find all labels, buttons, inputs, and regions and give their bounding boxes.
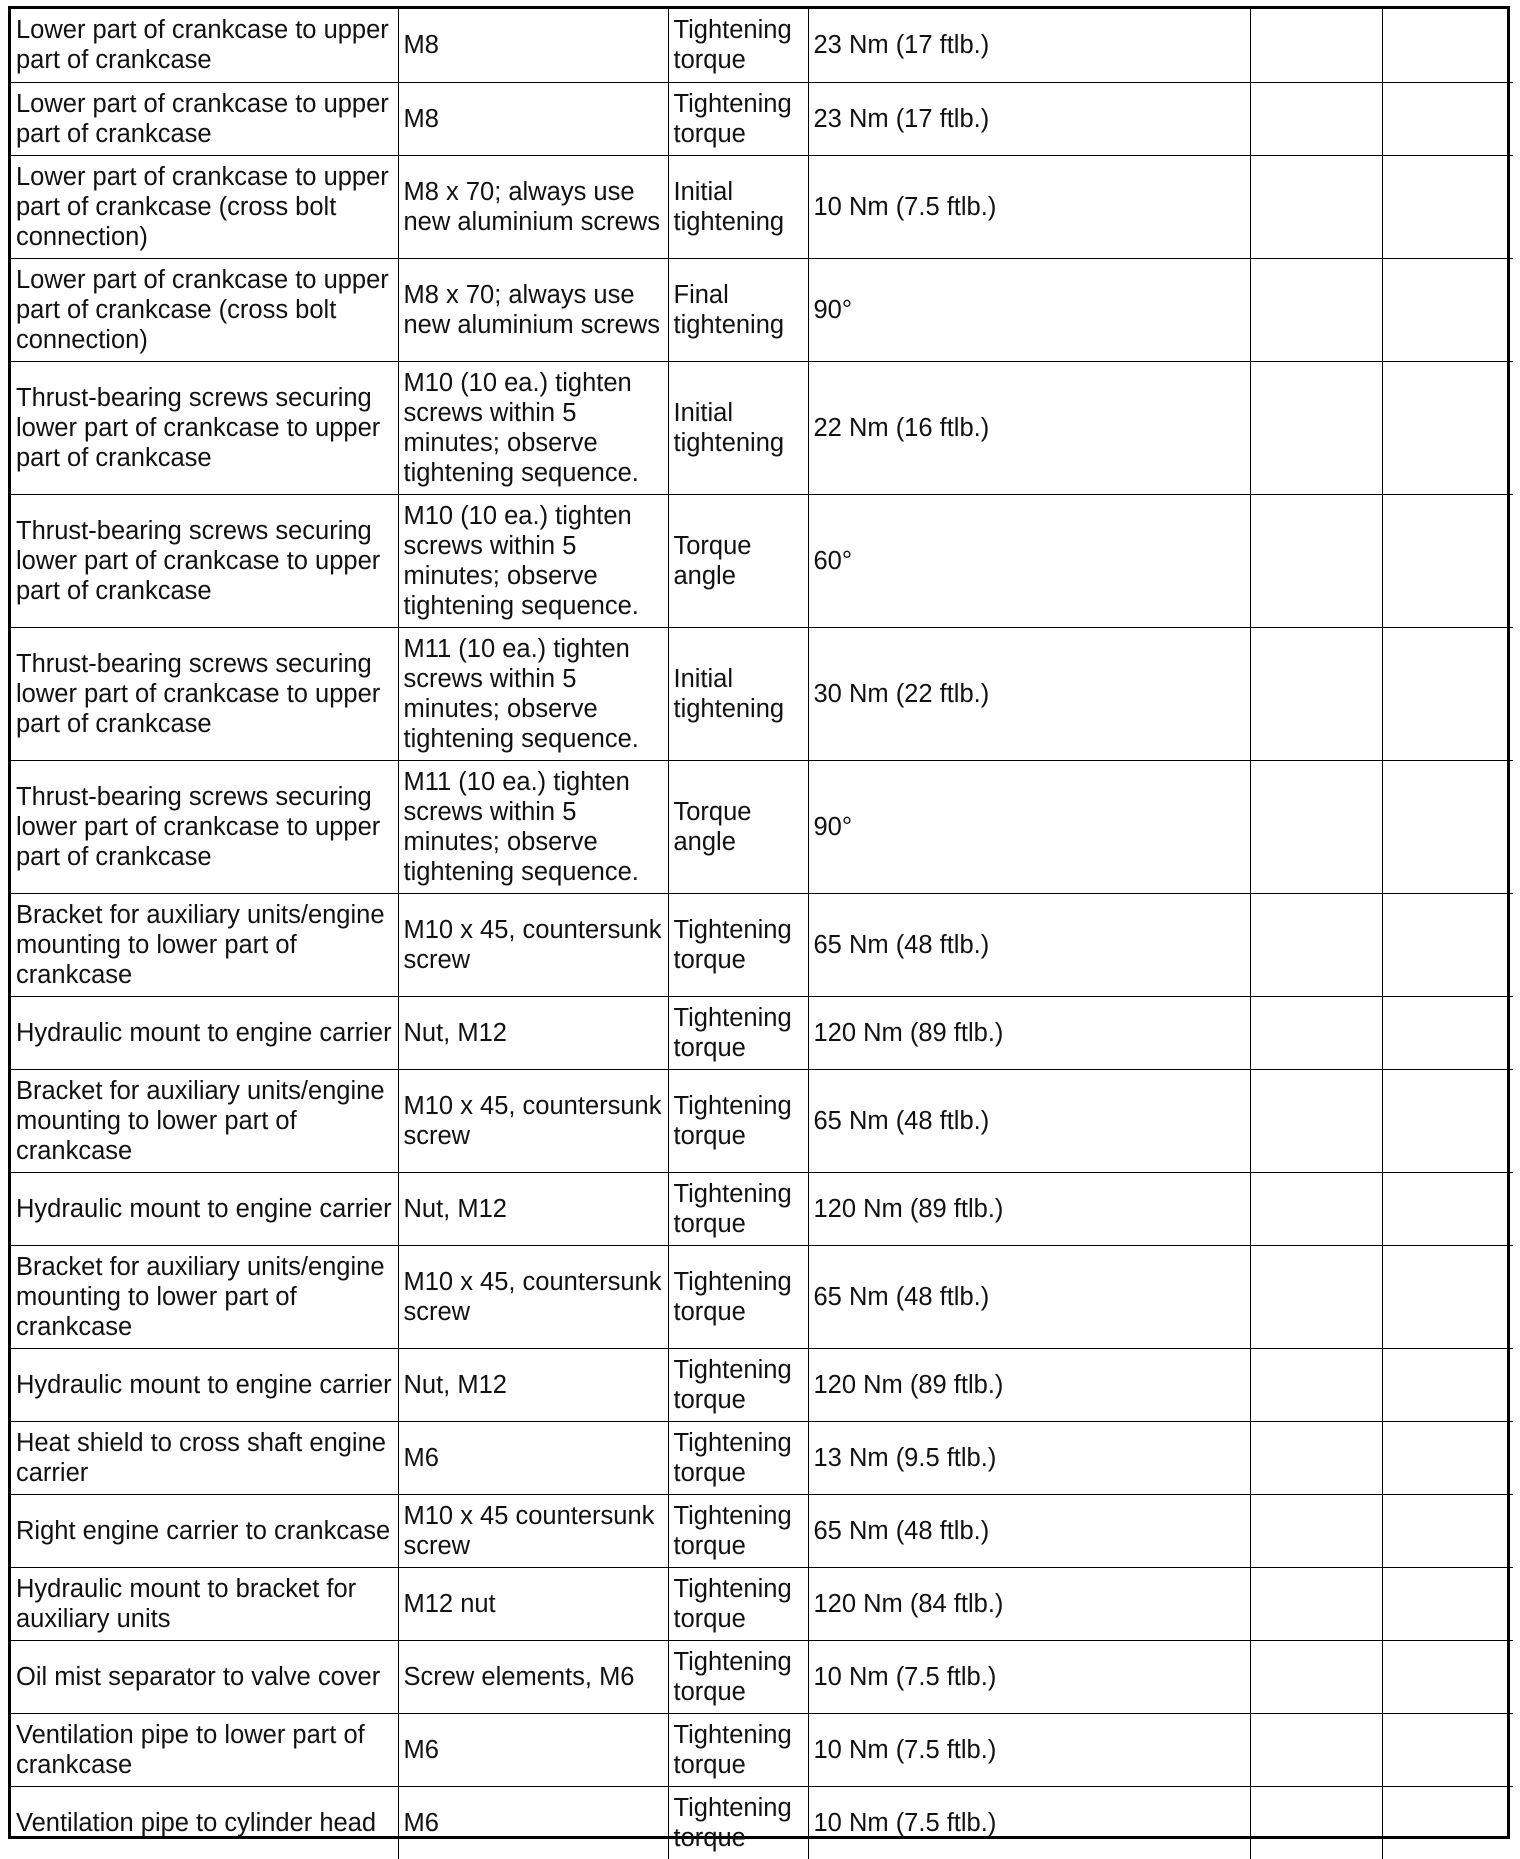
value-cell: 13 Nm (9.5 ftlb.) bbox=[808, 1421, 1250, 1494]
component-cell: Hydraulic mount to engine carrier bbox=[11, 1348, 398, 1421]
value-cell: 10 Nm (7.5 ftlb.) bbox=[808, 1713, 1250, 1786]
component-cell: Hydraulic mount to bracket for auxiliary units bbox=[11, 1567, 398, 1640]
table-row bbox=[11, 361, 1513, 494]
empty-cell bbox=[1250, 258, 1382, 361]
empty-cell bbox=[1250, 760, 1382, 893]
procedure-cell: Tightening torque bbox=[668, 1421, 808, 1494]
fastener-cell: M10 x 45 countersunk screw bbox=[398, 1494, 668, 1567]
empty-cell bbox=[1250, 1786, 1382, 1859]
empty-cell bbox=[1382, 760, 1513, 893]
value-cell: 65 Nm (48 ftlb.) bbox=[808, 1245, 1250, 1348]
empty-cell bbox=[1382, 155, 1513, 258]
torque-spec-sheet bbox=[8, 6, 1510, 1852]
fastener-cell: M10 (10 ea.) tighten screws within 5 minutes; observe tightening sequence. bbox=[398, 361, 668, 494]
component-cell: Lower part of crankcase to upper part of crankcase bbox=[11, 9, 398, 82]
fastener-cell: M12 nut bbox=[398, 1567, 668, 1640]
component-cell: Hydraulic mount to engine carrier bbox=[11, 996, 398, 1069]
empty-cell bbox=[1382, 1172, 1513, 1245]
value-cell: 65 Nm (48 ftlb.) bbox=[808, 893, 1250, 996]
value-cell: 65 Nm (48 ftlb.) bbox=[808, 1494, 1250, 1567]
procedure-cell: Tightening torque bbox=[668, 996, 808, 1069]
component-cell: Ventilation pipe to cylinder head bbox=[11, 1786, 398, 1859]
component-cell: Thrust-bearing screws securing lower part of crankcase to upper part of crankcase bbox=[11, 361, 398, 494]
fastener-cell: M6 bbox=[398, 1713, 668, 1786]
procedure-cell: Tightening torque bbox=[668, 1713, 808, 1786]
empty-cell bbox=[1250, 1245, 1382, 1348]
empty-cell bbox=[1250, 1069, 1382, 1172]
table-row bbox=[11, 258, 1513, 361]
procedure-cell: Tightening torque bbox=[668, 1786, 808, 1859]
procedure-cell: Tightening torque bbox=[668, 1567, 808, 1640]
empty-cell bbox=[1250, 1348, 1382, 1421]
value-cell: 23 Nm (17 ftlb.) bbox=[808, 9, 1250, 82]
value-cell: 30 Nm (22 ftlb.) bbox=[808, 627, 1250, 760]
fastener-cell: Nut, M12 bbox=[398, 1348, 668, 1421]
table-row bbox=[11, 1245, 1513, 1348]
procedure-cell: Tightening torque bbox=[668, 9, 808, 82]
table-row bbox=[11, 1640, 1513, 1713]
table-row bbox=[11, 996, 1513, 1069]
table-row bbox=[11, 1494, 1513, 1567]
value-cell: 120 Nm (89 ftlb.) bbox=[808, 1172, 1250, 1245]
empty-cell bbox=[1382, 1786, 1513, 1859]
empty-cell bbox=[1250, 82, 1382, 155]
empty-cell bbox=[1382, 82, 1513, 155]
empty-cell bbox=[1250, 9, 1382, 82]
value-cell: 120 Nm (89 ftlb.) bbox=[808, 996, 1250, 1069]
empty-cell bbox=[1250, 1713, 1382, 1786]
table-row bbox=[11, 893, 1513, 996]
fastener-cell: M8 bbox=[398, 82, 668, 155]
empty-cell bbox=[1250, 155, 1382, 258]
procedure-cell: Torque angle bbox=[668, 760, 808, 893]
empty-cell bbox=[1250, 1640, 1382, 1713]
empty-cell bbox=[1382, 1348, 1513, 1421]
value-cell: 120 Nm (89 ftlb.) bbox=[808, 1348, 1250, 1421]
component-cell: Bracket for auxiliary units/engine mounting to lower part of crankcase bbox=[11, 1069, 398, 1172]
procedure-cell: Tightening torque bbox=[668, 1069, 808, 1172]
value-cell: 65 Nm (48 ftlb.) bbox=[808, 1069, 1250, 1172]
fastener-cell: M8 bbox=[398, 9, 668, 82]
fastener-cell: M11 (10 ea.) tighten screws within 5 minutes; observe tightening sequence. bbox=[398, 627, 668, 760]
fastener-cell: Nut, M12 bbox=[398, 1172, 668, 1245]
empty-cell bbox=[1250, 1567, 1382, 1640]
table-row bbox=[11, 9, 1513, 82]
empty-cell bbox=[1382, 1494, 1513, 1567]
empty-cell bbox=[1250, 627, 1382, 760]
table-row bbox=[11, 494, 1513, 627]
empty-cell bbox=[1250, 1172, 1382, 1245]
value-cell: 90° bbox=[808, 760, 1250, 893]
fastener-cell: M8 x 70; always use new aluminium screws bbox=[398, 155, 668, 258]
empty-cell bbox=[1250, 1494, 1382, 1567]
component-cell: Oil mist separator to valve cover bbox=[11, 1640, 398, 1713]
table-row bbox=[11, 155, 1513, 258]
table-row bbox=[11, 1172, 1513, 1245]
empty-cell bbox=[1250, 361, 1382, 494]
empty-cell bbox=[1382, 1421, 1513, 1494]
fastener-cell: Screw elements, M6 bbox=[398, 1640, 668, 1713]
component-cell: Right engine carrier to crankcase bbox=[11, 1494, 398, 1567]
empty-cell bbox=[1382, 9, 1513, 82]
procedure-cell: Tightening torque bbox=[668, 1172, 808, 1245]
component-cell: Hydraulic mount to engine carrier bbox=[11, 1172, 398, 1245]
value-cell: 10 Nm (7.5 ftlb.) bbox=[808, 155, 1250, 258]
table-row bbox=[11, 82, 1513, 155]
procedure-cell: Tightening torque bbox=[668, 1494, 808, 1567]
empty-cell bbox=[1382, 361, 1513, 494]
fastener-cell: M10 x 45, countersunk screw bbox=[398, 1245, 668, 1348]
empty-cell bbox=[1250, 893, 1382, 996]
component-cell: Thrust-bearing screws securing lower part of crankcase to upper part of crankcase bbox=[11, 760, 398, 893]
empty-cell bbox=[1382, 1245, 1513, 1348]
value-cell: 90° bbox=[808, 258, 1250, 361]
component-cell: Thrust-bearing screws securing lower part of crankcase to upper part of crankcase bbox=[11, 627, 398, 760]
table-row bbox=[11, 1713, 1513, 1786]
torque-spec-table bbox=[11, 9, 1513, 1859]
procedure-cell: Tightening torque bbox=[668, 82, 808, 155]
table-row bbox=[11, 1069, 1513, 1172]
empty-cell bbox=[1382, 996, 1513, 1069]
fastener-cell: M8 x 70; always use new aluminium screws bbox=[398, 258, 668, 361]
fastener-cell: M6 bbox=[398, 1421, 668, 1494]
procedure-cell: Tightening torque bbox=[668, 1245, 808, 1348]
procedure-cell: Initial tightening bbox=[668, 155, 808, 258]
empty-cell bbox=[1382, 893, 1513, 996]
procedure-cell: Tightening torque bbox=[668, 893, 808, 996]
component-cell: Lower part of crankcase to upper part of crankcase (cross bolt connection) bbox=[11, 258, 398, 361]
empty-cell bbox=[1382, 1713, 1513, 1786]
table-row bbox=[11, 1786, 1513, 1859]
fastener-cell: M11 (10 ea.) tighten screws within 5 minutes; observe tightening sequence. bbox=[398, 760, 668, 893]
value-cell: 10 Nm (7.5 ftlb.) bbox=[808, 1786, 1250, 1859]
procedure-cell: Initial tightening bbox=[668, 361, 808, 494]
procedure-cell: Tightening torque bbox=[668, 1640, 808, 1713]
value-cell: 60° bbox=[808, 494, 1250, 627]
value-cell: 120 Nm (84 ftlb.) bbox=[808, 1567, 1250, 1640]
value-cell: 23 Nm (17 ftlb.) bbox=[808, 82, 1250, 155]
empty-cell bbox=[1382, 494, 1513, 627]
procedure-cell: Torque angle bbox=[668, 494, 808, 627]
table-row bbox=[11, 627, 1513, 760]
component-cell: Bracket for auxiliary units/engine mounting to lower part of crankcase bbox=[11, 1245, 398, 1348]
procedure-cell: Initial tightening bbox=[668, 627, 808, 760]
component-cell: Lower part of crankcase to upper part of crankcase bbox=[11, 82, 398, 155]
table-row bbox=[11, 1348, 1513, 1421]
empty-cell bbox=[1382, 627, 1513, 760]
table-row bbox=[11, 1421, 1513, 1494]
component-cell: Bracket for auxiliary units/engine mounting to lower part of crankcase bbox=[11, 893, 398, 996]
table-row bbox=[11, 1567, 1513, 1640]
fastener-cell: M10 x 45, countersunk screw bbox=[398, 1069, 668, 1172]
component-cell: Lower part of crankcase to upper part of crankcase (cross bolt connection) bbox=[11, 155, 398, 258]
component-cell: Thrust-bearing screws securing lower part of crankcase to upper part of crankcase bbox=[11, 494, 398, 627]
fastener-cell: M10 x 45, countersunk screw bbox=[398, 893, 668, 996]
component-cell: Heat shield to cross shaft engine carrier bbox=[11, 1421, 398, 1494]
empty-cell bbox=[1250, 494, 1382, 627]
empty-cell bbox=[1250, 996, 1382, 1069]
procedure-cell: Tightening torque bbox=[668, 1348, 808, 1421]
empty-cell bbox=[1382, 1069, 1513, 1172]
value-cell: 10 Nm (7.5 ftlb.) bbox=[808, 1640, 1250, 1713]
empty-cell bbox=[1382, 1640, 1513, 1713]
fastener-cell: M6 bbox=[398, 1786, 668, 1859]
empty-cell bbox=[1382, 258, 1513, 361]
fastener-cell: Nut, M12 bbox=[398, 996, 668, 1069]
empty-cell bbox=[1250, 1421, 1382, 1494]
component-cell: Ventilation pipe to lower part of crankcase bbox=[11, 1713, 398, 1786]
empty-cell bbox=[1382, 1567, 1513, 1640]
table-row bbox=[11, 760, 1513, 893]
fastener-cell: M10 (10 ea.) tighten screws within 5 minutes; observe tightening sequence. bbox=[398, 494, 668, 627]
value-cell: 22 Nm (16 ftlb.) bbox=[808, 361, 1250, 494]
procedure-cell: Final tightening bbox=[668, 258, 808, 361]
